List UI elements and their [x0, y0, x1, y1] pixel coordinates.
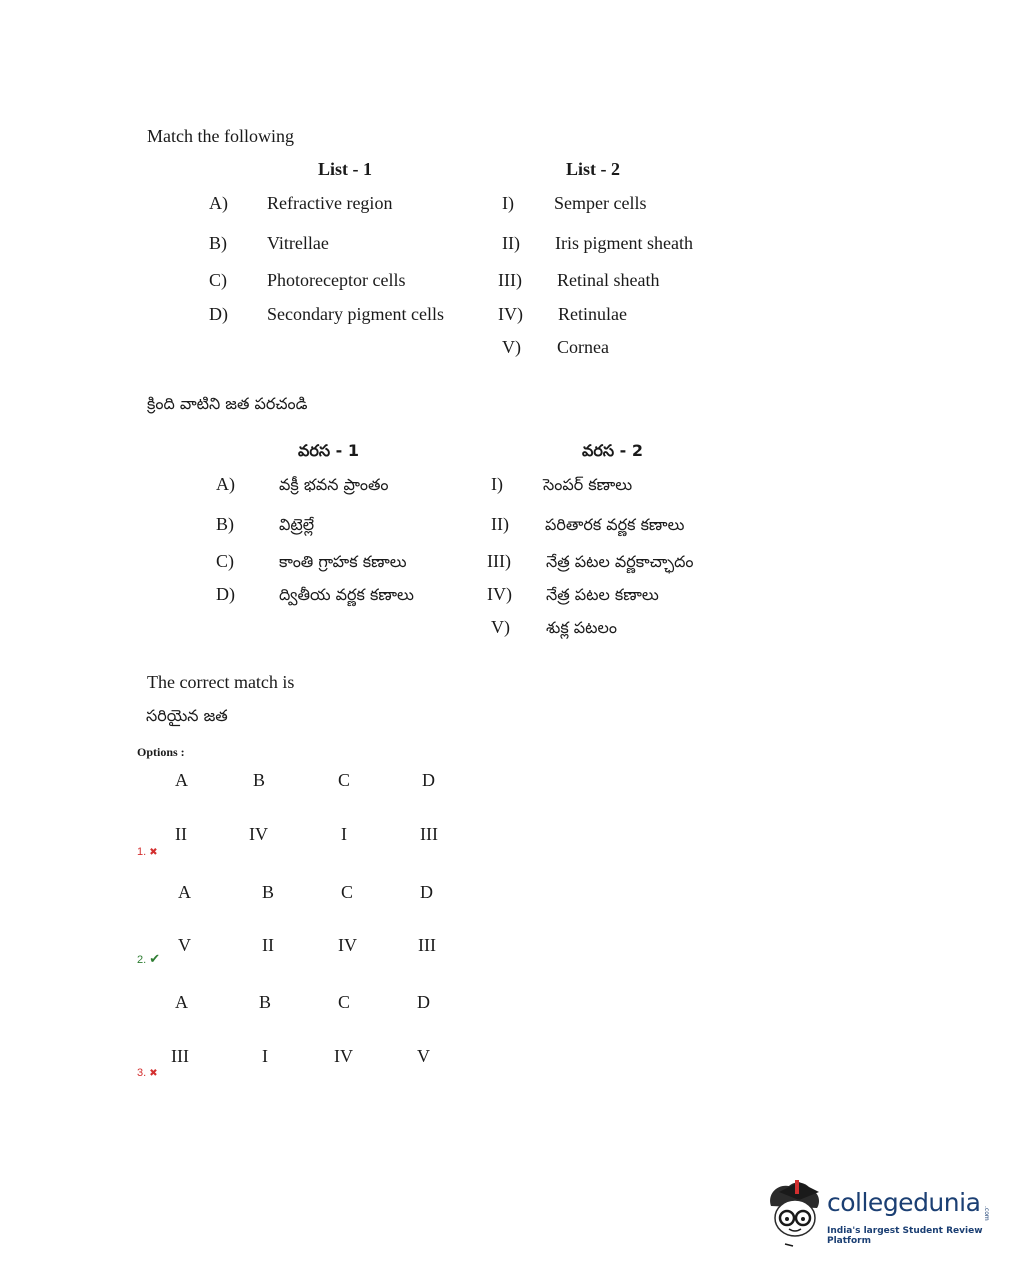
option-2-letter: B — [262, 882, 275, 902]
list2-te-key: IV) — [487, 584, 512, 604]
list2-te-item: సెంపర్ కణాలు — [543, 475, 633, 494]
option-2-letter: A — [178, 882, 191, 902]
correct-match-en: The correct match is — [147, 672, 295, 692]
heading-te: క్రింది వాటిని జత పరచండి — [147, 394, 308, 413]
list1-en-item: Vitrellae — [267, 233, 329, 253]
list1-title-te: వరస - 1 — [298, 441, 360, 460]
option-2-value: II — [262, 935, 274, 955]
option-3-letter: D — [417, 992, 430, 1012]
option-1-number: 1. — [137, 846, 147, 858]
option-1-letter: A — [175, 770, 188, 790]
list1-title-en: List - 1 — [318, 159, 372, 179]
option-3-letter: B — [259, 992, 272, 1012]
list2-en-key: V) — [502, 337, 521, 357]
option-2-value: IV — [338, 935, 357, 955]
option-1-value: II — [175, 824, 187, 844]
list2-te-key: III) — [487, 551, 511, 571]
list1-en-key: B) — [209, 233, 227, 253]
mascot-icon — [765, 1178, 825, 1248]
option-1-indicator[interactable] — [137, 846, 158, 858]
list2-title-te: వరస - 2 — [582, 441, 644, 460]
option-3-letter: A — [175, 992, 188, 1012]
option-3-value: I — [262, 1046, 268, 1066]
option-2-letter: C — [341, 882, 354, 902]
list1-en-item: Secondary pigment cells — [267, 304, 444, 324]
list1-te-key: A) — [216, 474, 235, 494]
list2-en-key: I) — [502, 193, 514, 213]
list2-en-item: Retinal sheath — [557, 270, 660, 290]
correct-match-te: సరియైన జత — [146, 706, 228, 725]
list2-te-key: I) — [491, 474, 503, 494]
brand-name: collegedunia — [827, 1188, 981, 1217]
list2-te-item: నేత్ర పటల వర్ణకాచ్ఛాదం — [546, 552, 694, 571]
option-3-value: V — [417, 1046, 430, 1066]
option-3-letter: C — [338, 992, 351, 1012]
option-2-letter: D — [420, 882, 433, 902]
option-1-letter: C — [338, 770, 351, 790]
list1-te-item: విట్రెల్లే — [279, 515, 315, 534]
list2-te-item: శుక్ల పటలం — [546, 618, 617, 637]
option-3-number: 3. — [137, 1067, 147, 1079]
option-3-value: III — [171, 1046, 189, 1066]
option-2-number: 2. — [137, 954, 147, 966]
list1-te-item: ద్వితీయ వర్ణక కణాలు — [279, 585, 414, 604]
cross-icon: ✖ — [149, 847, 158, 858]
list1-te-item: వక్రీ భవన ప్రాంతం — [279, 475, 389, 494]
list2-en-item: Retinulae — [558, 304, 627, 324]
option-3-indicator[interactable] — [137, 1067, 158, 1079]
options-label: Options : — [137, 745, 185, 759]
option-1-letter: B — [253, 770, 266, 790]
list1-en-key: C) — [209, 270, 227, 290]
option-2-value: V — [178, 935, 191, 955]
cross-icon: ✖ — [149, 1068, 158, 1079]
brand-tagline: India's largest Student Review Platform — [827, 1226, 983, 1246]
brand-suffix: .com — [983, 1206, 990, 1221]
option-3-value: IV — [334, 1046, 353, 1066]
check-icon: ✔ — [149, 951, 161, 966]
list2-te-item: నేత్ర పటల కణాలు — [546, 585, 659, 604]
list2-en-key: II) — [502, 233, 520, 253]
option-2-value: III — [418, 935, 436, 955]
option-1-value: I — [341, 824, 347, 844]
list2-en-key: III) — [498, 270, 522, 290]
list1-te-key: B) — [216, 514, 234, 534]
option-1-value: IV — [249, 824, 268, 844]
list2-en-item: Iris pigment sheath — [555, 233, 693, 253]
option-2-indicator[interactable] — [137, 951, 160, 967]
option-1-value: III — [420, 824, 438, 844]
list2-en-item: Cornea — [557, 337, 609, 357]
list2-en-key: IV) — [498, 304, 523, 324]
list2-te-item: పరితారక వర్ణక కణాలు — [545, 515, 685, 534]
list1-en-key: A) — [209, 193, 228, 213]
option-1-letter: D — [422, 770, 435, 790]
list1-en-item: Photoreceptor cells — [267, 270, 406, 290]
list2-title-en: List - 2 — [566, 159, 620, 179]
brand-watermark — [765, 1178, 995, 1248]
list2-te-key: V) — [491, 617, 510, 637]
list2-en-item: Semper cells — [554, 193, 647, 213]
list1-en-key: D) — [209, 304, 228, 324]
list1-te-key: C) — [216, 551, 234, 571]
list1-te-key: D) — [216, 584, 235, 604]
list2-te-key: II) — [491, 514, 509, 534]
list1-te-item: కాంతి గ్రాహక కణాలు — [279, 552, 407, 571]
list1-en-item: Refractive region — [267, 193, 393, 213]
heading-en: Match the following — [147, 126, 294, 146]
